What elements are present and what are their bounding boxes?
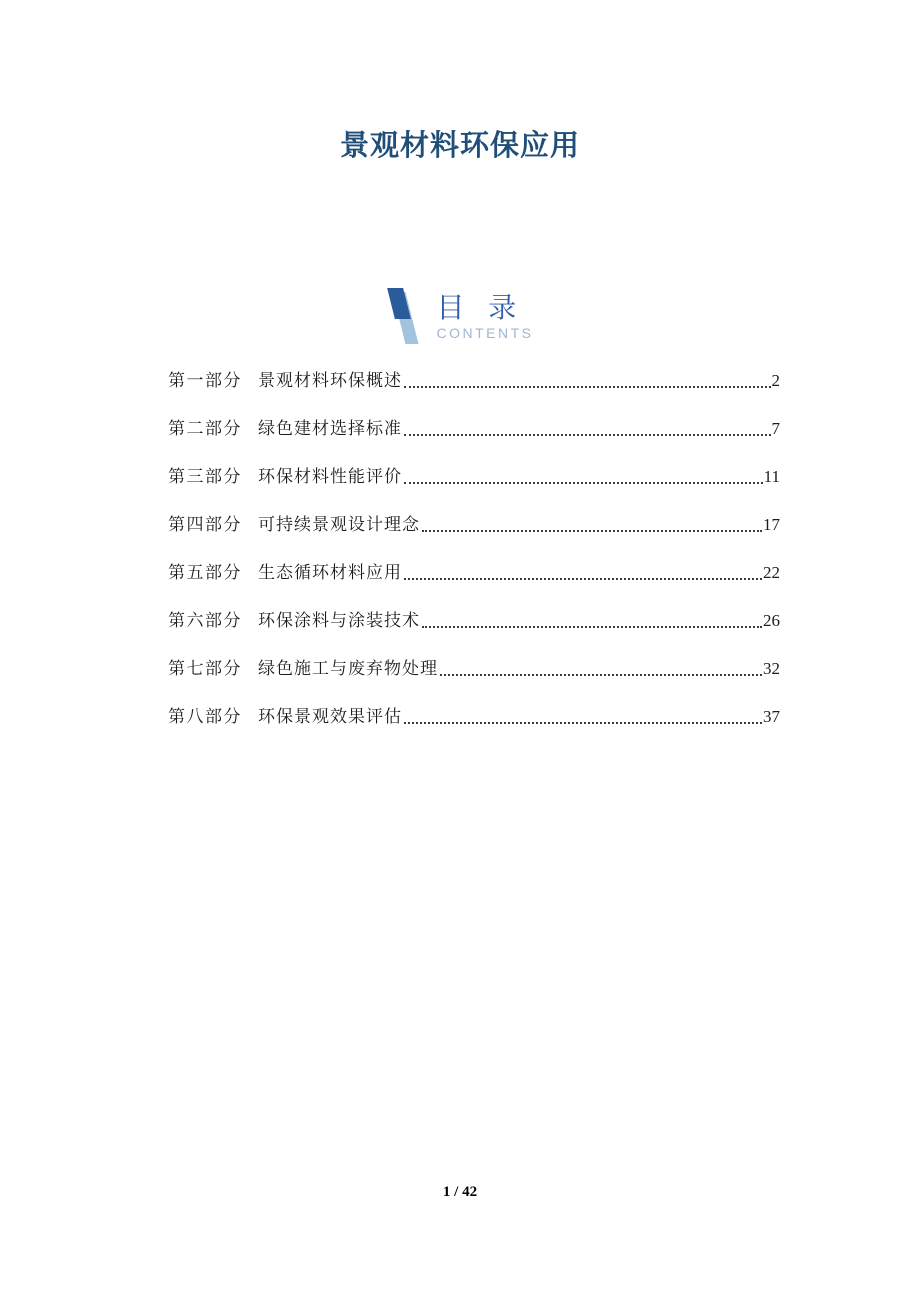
toc-subheading: CONTENTS [436,325,534,341]
dot-leader [404,386,771,388]
toc-entry-title: 环保材料性能评价 [258,467,402,486]
toc-entry-1[interactable] [168,354,780,402]
dot-leader [422,530,762,532]
toc-entry-page: 32 [763,659,780,678]
toc-entry-page: 11 [763,467,780,486]
dot-leader [404,722,762,724]
toc-heading: 目 录 [436,292,519,323]
toc-entry-2[interactable] [168,402,780,450]
toc-entry-part: 第三部分 [168,467,242,486]
toc-entry-page: 37 [763,707,780,726]
toc-entry-part: 第二部分 [168,419,242,438]
toc-entry-title: 可持续景观设计理念 [258,515,420,534]
toc-entry-title: 生态循环材料应用 [258,563,402,582]
document-title: 景观材料环保应用 [339,130,580,163]
dot-leader [422,626,762,628]
toc-entry-title: 绿色建材选择标准 [258,419,402,438]
dot-leader [440,674,762,676]
page-number-indicator: 1 / 42 [442,1184,478,1200]
toc-entry-part: 第一部分 [168,371,242,390]
dot-leader [404,434,771,436]
toc-entry-part: 第五部分 [168,563,242,582]
toc-entry-page: 2 [771,371,780,390]
toc-entry-part: 第八部分 [168,707,242,726]
toc-entry-3[interactable] [168,450,780,498]
toc-entry-7[interactable] [168,642,780,690]
toc-list [168,354,780,738]
dot-leader [404,482,763,484]
toc-entry-page: 17 [763,515,780,534]
toc-entry-page: 7 [771,419,780,438]
toc-entry-part: 第七部分 [168,659,242,678]
toc-entry-page: 26 [763,611,780,630]
toc-entry-4[interactable] [168,498,780,546]
toc-entry-8[interactable] [168,690,780,738]
toc-entry-title: 环保景观效果评估 [258,707,402,726]
toc-entry-title: 景观材料环保概述 [258,371,402,390]
toc-mark-dark-stroke [387,288,411,319]
toc-entry-part: 第六部分 [168,611,242,630]
toc-header [0,288,920,350]
toc-entry-title: 绿色施工与废弃物处理 [258,659,438,678]
toc-entry-5[interactable] [168,546,780,594]
dot-leader [404,578,762,580]
toc-entry-title: 环保涂料与涂装技术 [258,611,420,630]
toc-entry-part: 第四部分 [168,515,242,534]
toc-entry-page: 22 [763,563,780,582]
toc-entry-6[interactable] [168,594,780,642]
toc-brush-mark-icon [387,288,429,350]
